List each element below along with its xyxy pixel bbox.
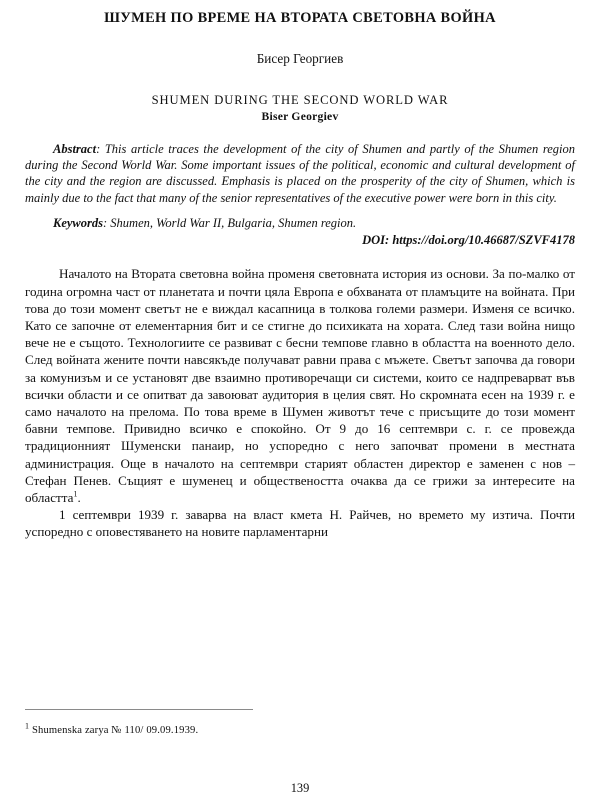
abstract-label: Abstract	[53, 141, 97, 156]
footnote-item	[25, 721, 575, 738]
body-paragraph-1-text: Началото на Втората световна война променя световната история из основи. За по-малко от година огромна част от планетата и почти цяла Европа е обхваната от пламъците на войната. При това до този момент светът не е виждал касапница в толкова големи размери. Изменя се всичко. Като се започне от елементарния бит и се стигне до психиката на хората. След тази война нищо вече не е същото. Технологиите се развиват с бесни темпове главно в областта на военното дело. След войната жените почти навсякъде получават равни права с мъжете. Светът започва да говори за комунизъм и се установят две взаимно противоречащи си системи, които се надпреварват във всички области и се опитват да завоюват аудитория в целия свят. Но скромната есен на 1939 г. е само началото на прелома. По това време в Шумен животът тече с присъщите до този момент бавни темпове. Привидно всичко е спокойно. От 9 до 16 септември с. г. се провежда традиционният Шуменски панаир, но успоредно с него започват промени в местната администрация. Още в началото на септември старият областен директор е заменен с нов – Стефан Пенев. Същият е шуменец и обществеността очаква да се грижи за интересите на областта	[25, 266, 575, 505]
footnote-reference-1[interactable]: 1	[73, 489, 78, 499]
footnote-area	[25, 709, 575, 738]
abstract-paragraph	[25, 141, 575, 206]
page-number: 139	[290, 781, 310, 795]
footnote-marker: 1	[25, 721, 30, 731]
body-paragraph-1-terminator: .	[77, 490, 81, 505]
footnote-separator-rule	[25, 709, 253, 710]
keywords-paragraph	[25, 215, 575, 231]
document-page	[0, 9, 600, 809]
footnote-text: Shumenska zarya № 110/ 09.09.1939.	[29, 725, 199, 736]
body-paragraph-2: 1 септември 1939 г. заварва на власт кмета Н. Райчев, но времето му изтича. Почти успоредно с оповестяването на новите парламентарни	[25, 507, 575, 540]
author-name-english: Biser Georgiev	[261, 109, 339, 123]
author-name-bulgarian: Бисер Георгиев	[256, 51, 344, 66]
abstract-body: : This article traces the development of the city of Shumen and partly of the Shumen region during the Second World War. Some important issues of the political, economic and cultural development of the city and the region are discussed. Emphasis is placed on the prosperity of the city of Shumen, which is mainly due to the fact that many of the senior representatives of the executive power were born in this city.	[25, 141, 575, 205]
keywords-label: Keywords	[53, 215, 103, 230]
doi-line[interactable]: DOI: https://doi.org/10.46687/SZVF4178	[362, 233, 575, 248]
body-paragraph-1	[25, 265, 575, 506]
page-title: ШУМЕН ПО ВРЕМЕ НА ВТОРАТА СВЕТОВНА ВОЙНА	[104, 10, 496, 26]
page-title-english: SHUMEN DURING THE SECOND WORLD WAR	[151, 92, 449, 107]
keywords-body: : Shumen, World War II, Bulgaria, Shumen region.	[103, 215, 357, 230]
